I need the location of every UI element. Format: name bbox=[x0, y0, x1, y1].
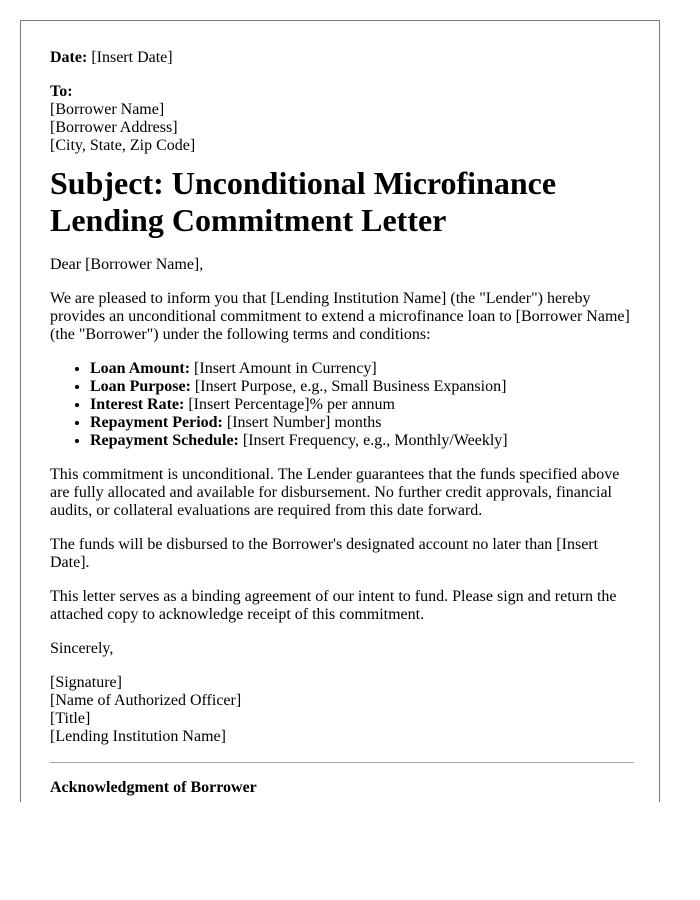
recipient-block bbox=[50, 83, 635, 155]
term-loan-purpose bbox=[90, 378, 635, 396]
officer-name-line: [Name of Authorized Officer] bbox=[50, 692, 242, 709]
institution-name-line: [Lending Institution Name] bbox=[50, 728, 226, 745]
term-label: Loan Purpose: bbox=[90, 378, 191, 395]
date-line bbox=[50, 49, 635, 67]
signature-block bbox=[50, 674, 635, 746]
recipient-city-state-zip: [City, State, Zip Code] bbox=[50, 137, 196, 154]
loan-terms-list bbox=[50, 360, 635, 450]
recipient-name: [Borrower Name] bbox=[50, 101, 165, 118]
term-label: Repayment Schedule: bbox=[90, 432, 239, 449]
title-line: [Title] bbox=[50, 710, 91, 727]
to-label: To: bbox=[50, 83, 73, 100]
section-divider bbox=[50, 762, 634, 763]
letter-content bbox=[50, 49, 635, 797]
term-value: [Insert Purpose, e.g., Small Business Expansion] bbox=[194, 378, 507, 395]
term-label: Loan Amount: bbox=[90, 360, 191, 377]
term-repayment-schedule bbox=[90, 432, 635, 450]
date-value: [Insert Date] bbox=[91, 49, 173, 66]
term-label: Repayment Period: bbox=[90, 414, 223, 431]
commitment-paragraph: This commitment is unconditional. The Lender guarantees that the funds specified above are fully allocated and available for disbursement. No further credit approvals, financial audits, or collateral evaluations are required from this date forward. bbox=[50, 466, 620, 519]
term-value: [Insert Amount in Currency] bbox=[194, 360, 377, 377]
term-label: Interest Rate: bbox=[90, 396, 185, 413]
term-repayment-period bbox=[90, 414, 635, 432]
term-interest-rate bbox=[90, 396, 635, 414]
letter-page bbox=[20, 20, 660, 802]
closing: Sincerely, bbox=[50, 640, 114, 657]
date-label: Date: bbox=[50, 49, 88, 66]
subject-heading: Subject: Unconditional Microfinance Lending Commitment Letter bbox=[50, 165, 557, 238]
disbursement-paragraph: The funds will be disbursed to the Borrower's designated account no later than [Insert Date]. bbox=[50, 536, 599, 571]
salutation: Dear [Borrower Name], bbox=[50, 256, 204, 273]
recipient-address: [Borrower Address] bbox=[50, 119, 178, 136]
term-value: [Insert Percentage]% per annum bbox=[188, 396, 395, 413]
term-value: [Insert Number] months bbox=[226, 414, 382, 431]
acknowledgment-heading: Acknowledgment of Borrower bbox=[50, 779, 257, 796]
intro-paragraph: We are pleased to inform you that [Lending Institution Name] (the "Lender") hereby provides an unconditional commitment to extend a microfinance loan to [Borrower Name] (the "Borrower") under the following terms and conditions: bbox=[50, 290, 630, 343]
binding-paragraph: This letter serves as a binding agreement of our intent to fund. Please sign and return the attached copy to acknowledge receipt of this commitment. bbox=[50, 588, 617, 623]
term-loan-amount bbox=[90, 360, 635, 378]
signature-line: [Signature] bbox=[50, 674, 122, 691]
term-value: [Insert Frequency, e.g., Monthly/Weekly] bbox=[242, 432, 508, 449]
